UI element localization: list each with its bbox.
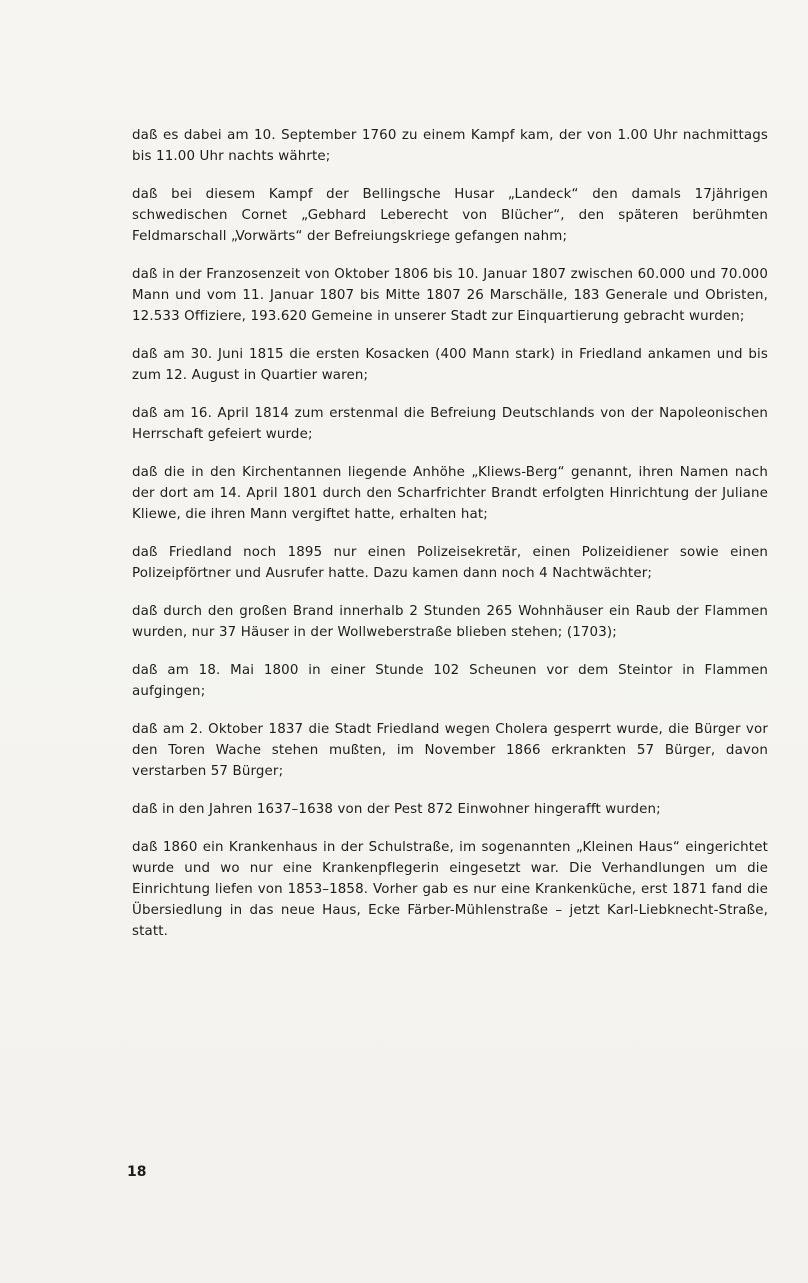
paragraph: daß in der Franzosenzeit von Oktober 1806 bis 10. Januar 1807 zwischen 60.000 und 70.000 Mann und vom 11. Januar 1807 bis Mitte 1807 26 Marschälle, 183 Generale und Obristen, 12.533 Offiziere, 193.620 Gemeine in unserer Stadt zur Einquartierung gebracht wurden; [132,267,768,324]
paragraph: daß 1860 ein Krankenhaus in der Schulstraße, im sogenannten „Kleinen Haus“ eingerichtet wurde und wo nur eine Krankenpflegerin eingesetzt war. Die Verhandlungen um die Einrichtung liefen von 1853–1858. Vorher gab es nur eine Krankenküche, erst 1871 fand die Übersiedlung in das neue Haus, Ecke Färber-Mühlenstraße – jetzt Karl-Liebknecht-Straße, statt. [132,840,768,939]
paragraph: daß in den Jahren 1637–1638 von der Pest 872 Einwohner hingerafft wurden; [132,802,661,817]
body-text [132,125,768,959]
page-number: 18 [127,1164,147,1180]
paragraph: daß Friedland noch 1895 nur einen Polizeisekretär, einen Polizeidiener sowie einen Polizeipförtner und Ausrufer hatte. Dazu kamen dann noch 4 Nachtwächter; [132,545,768,581]
paragraph: daß es dabei am 10. September 1760 zu einem Kampf kam, der von 1.00 Uhr nachmittags bis 11.00 Uhr nachts währte; [132,128,768,164]
paragraph: daß am 16. April 1814 zum erstenmal die Befreiung Deutschlands von der Napoleonischen Herrschaft gefeiert wurde; [132,406,768,442]
paragraph: daß die in den Kirchentannen liegende Anhöhe „Kliews-Berg“ genannt, ihren Namen nach der dort am 14. April 1801 durch den Scharfrichter Brandt erfolgten Hinrichtung der Juliane Kliewe, die ihren Mann vergiftet hatte, erhalten hat; [132,465,768,522]
paragraph: daß am 2. Oktober 1837 die Stadt Friedland wegen Cholera gesperrt wurde, die Bürger vor den Toren Wache stehen mußten, im November 1866 erkrankten 57 Bürger, davon verstarben 57 Bürger; [132,722,768,779]
paragraph: daß bei diesem Kampf der Bellingsche Husar „Landeck“ den damals 17jährigen schwedischen Cornet „Gebhard Leberecht von Blücher“, den späteren berühmten Feldmarschall „Vorwärts“ der Befreiungskriege gefangen nahm; [132,187,768,244]
paragraph: daß am 30. Juni 1815 die ersten Kosacken (400 Mann stark) in Friedland ankamen und bis zum 12. August in Quartier waren; [132,347,768,383]
paragraph: daß am 18. Mai 1800 in einer Stunde 102 Scheunen vor dem Steintor in Flammen aufgingen; [132,663,768,699]
paragraph: daß durch den großen Brand innerhalb 2 Stunden 265 Wohnhäuser ein Raub der Flammen wurden, nur 37 Häuser in der Wollweberstraße blieben stehen; (1703); [132,604,768,640]
